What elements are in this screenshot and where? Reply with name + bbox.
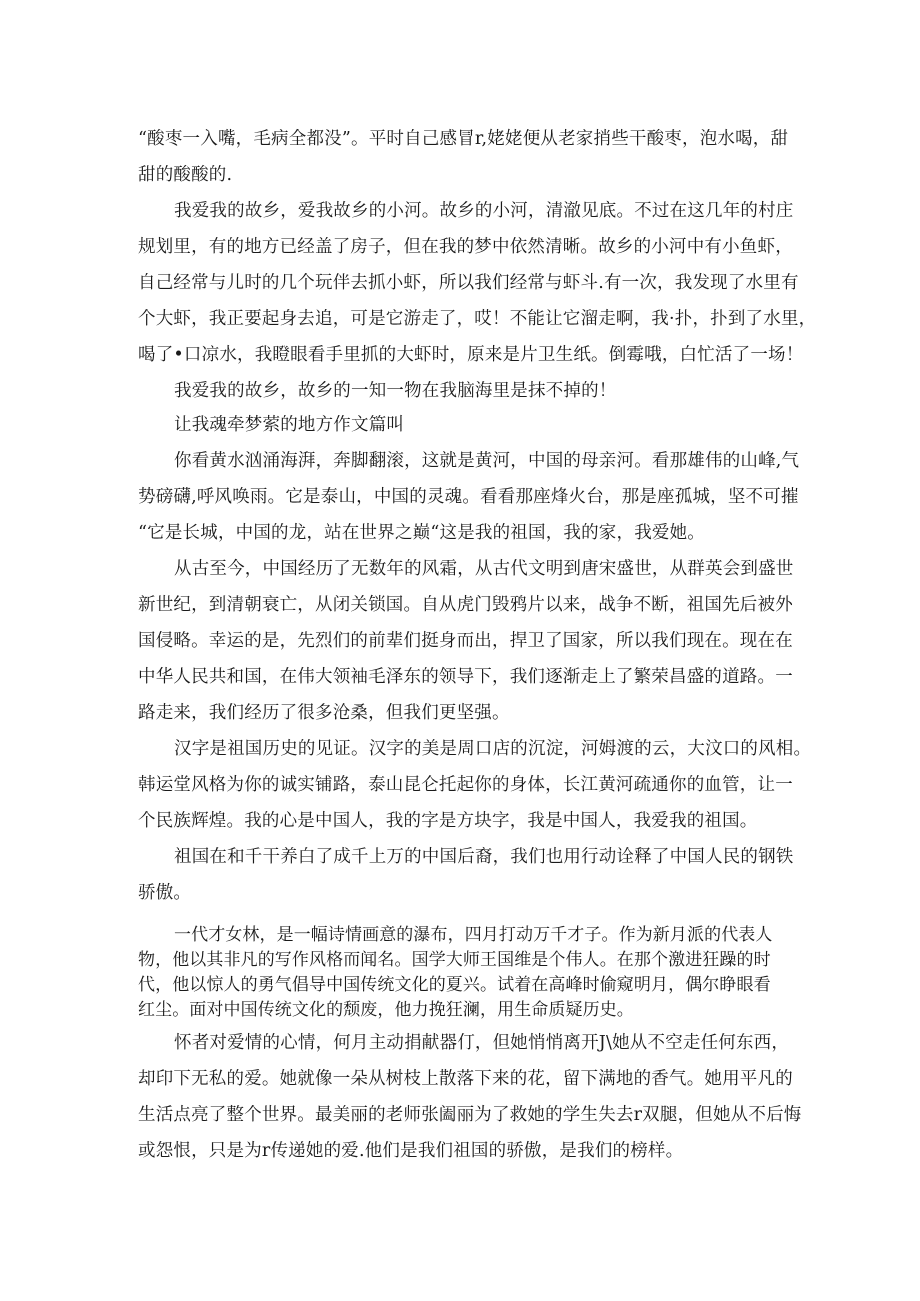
paragraph-start: 祖国在和千干养白了成千上万的中国后裔，我们也用行动诠释了中国人民的钢铁 — [174, 847, 794, 867]
text-line: 自己经常与儿时的几个玩伴去抓小虾，所以我们经常与虾斗.有一次，我发现了水里有 — [138, 273, 799, 293]
text-line: 红尘。面对中国传统文化的颓废，他力挽狂澜，用生命质疑历史。 — [138, 1000, 634, 1020]
text-line: 路走来，我们经历了很多沧桑，但我们更坚强。 — [138, 703, 510, 723]
text-line: 个大虾，我正要起身去追，可是它游走了，哎！不能让它溜走啊，我·扑，扑到了水里， — [138, 309, 817, 329]
paragraph-start: 我爱我的故乡，故乡的一知一物在我脑海里是抹不掉的！ — [174, 381, 617, 401]
paragraph-start: 你看黄水汹涌海湃，奔脚翻滚，这就是黄河，中国的母亲河。看那雄伟的山峰,气 — [174, 451, 800, 471]
section-heading: 让我魂牵梦萦的地方作文篇叫 — [174, 415, 405, 435]
text-line: 甜的酸酸的. — [138, 165, 233, 185]
text-line: 物，他以其非凡的写作风格而闻名。国学大师王国维是个伟人。在那个激进狂躁的时 — [138, 950, 771, 970]
paragraph-start: 我爱我的故乡，爱我故乡的小河。故乡的小河，清澈见底。不过在这几年的村庄 — [174, 201, 794, 221]
text-line: 规划里，有的地方已经盖了房子，但在我的梦中依然清晰。故乡的小河中有小鱼虾， — [138, 237, 793, 257]
text-line: 个民族辉煌。我的心是中国人，我的字是方块字，我是中国人，我爱我的祖国。 — [138, 811, 758, 831]
paragraph-start: 怀者对爱情的心情，何月主动捐献器仃，但她悄悄离开J\她从不空走任何东西， — [174, 1033, 790, 1053]
text-line: 韩运堂风格为你的诚实铺路，泰山昆仑托起你的身体，长江黄河疏通你的血管，让一 — [138, 775, 793, 795]
paragraph-start: 汉字是祖国历史的见证。汉字的美是周口店的沉淀，河姆渡的云，大汶口的风相。 — [174, 739, 812, 759]
text-line: 新世纪，到清朝衰亡，从闭关锁国。自从虎门毁鸦片以来，战争不断，祖国先后被外 — [138, 595, 793, 615]
text-line: 或怨恨，只是为r传递她的爱.他们是我们祖国的骄傲，是我们的榜样。 — [138, 1141, 684, 1161]
text-line: 骄傲。 — [138, 883, 192, 903]
paragraph-start: 从古至今，中国经历了无数年的风霜，从古代文明到唐宋盛世，从群英会到盛世 — [174, 559, 794, 579]
text-line: 生活点亮了整个世界。最美丽的老师张阖丽为了救她的学生失去r双腿，但她从不后悔 — [138, 1105, 802, 1125]
text-line: 却印下无私的爱。她就像一朵从树枝上散落下来的花，留下满地的香气。她用平凡的 — [138, 1069, 793, 1089]
text-line: 代，他以惊人的勇气倡导中国传统文化的夏兴。试着在高峰时偷窥明月，偶尔睁眼看 — [138, 975, 771, 995]
text-line: 势磅礴,呼风唤雨。它是泰山，中国的灵魂。看看那座烽火台，那是座孤城，坚不可摧 — [138, 487, 799, 507]
text-line: “酸枣一入嘴，毛病全都没”。平时自己感冒r,姥姥便从老家捎些干酸枣，泡水喝，甜 — [138, 129, 789, 149]
text-line: 国侵略。幸运的是，先烈们的前辈们挺身而出，捍卫了国家，所以我们现在。现在在 — [138, 631, 793, 651]
paragraph-start: 一代才女林，是一幅诗情画意的瀑布，四月打动万千才子。作为新月派的代表人 — [174, 925, 773, 945]
text-line: 中华人民共和国，在伟大领袖毛泽东的领导下，我们逐渐走上了繁荣昌盛的道路。一 — [138, 667, 793, 687]
text-line: “它是长城，中国的龙，站在世界之巅“这是我的祖国，我的家，我爱她。 — [138, 523, 705, 543]
text-line: 喝了•口凉水，我瞪眼看手里抓的大虾时，原来是片卫生纸。倒霉哦，白忙活了一场！ — [138, 345, 804, 365]
